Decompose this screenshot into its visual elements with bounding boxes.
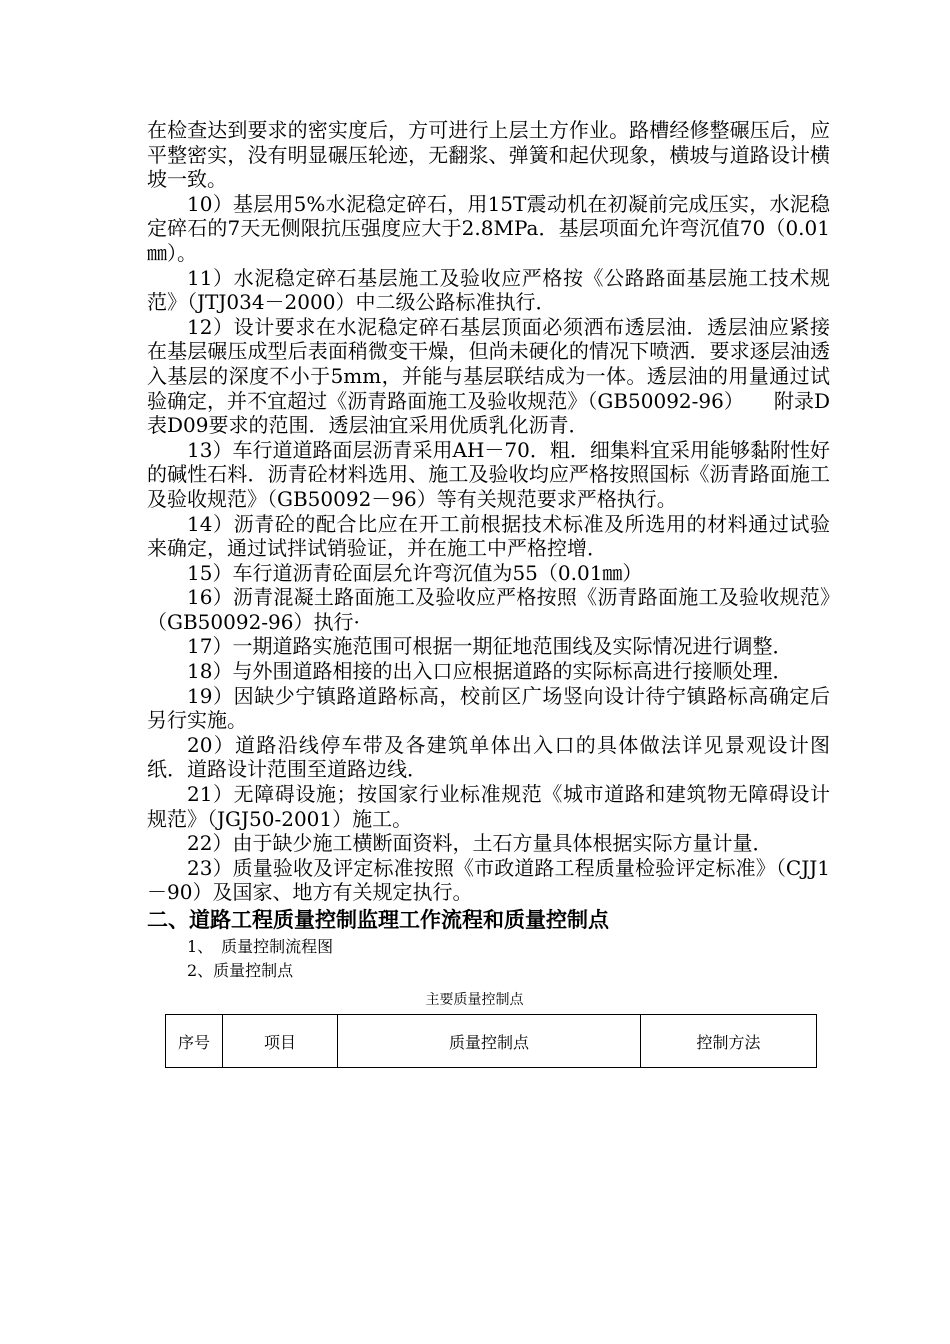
paragraph-item-23: 23）质量验收及评定标准按照《市政道路工程质量检验评定标准》（CJJ1－90）及国家、地方有关规定执行。 [147,855,830,905]
section-heading: 二、道路工程质量控制监理工作流程和质量控制点 [147,908,609,932]
paragraph-item-17: 17）一期道路实施范围可根据一期征地范围线及实际情况进行调整． [187,634,793,659]
header-cell-control-method: 控制方法 [641,1015,817,1068]
paragraph-item-21: 21）无障碍设施；按国家行业标准规范《城市道路和建筑物无障碍设计规范》（JGJ50-2001）施工。 [147,782,830,831]
quality-control-table [165,1014,817,1068]
header-cell-item: 项目 [223,1015,338,1068]
paragraph-item-14: 14）沥青砼的配合比应在开工前根据技术标准及所选用的材料通过试验来确定，通过试拌试销验证，并在施工中严格控增． [147,511,830,561]
paragraph-item-22: 22）由于缺少施工横断面资料，土石方量具体根据实际方量计量． [187,831,773,856]
sub-item-flowchart: 1、 质量控制流程图 [187,937,334,956]
paragraph-item-12: 12）设计要求在水泥稳定碎石基层顶面必须洒布透层油．透层油应紧接在基层碾压成型后表面稍微变干燥，但尚未硬化的情况下喷洒．要求逐层油透入基层的深度不小于5mm，并能与基层联结成为一体。透层油的用量通过试验确定，并不宜超过《沥青路面施工及验收规范》（GB50092-96） 附录D表D09要求的范围．透层油宜采用优质乳化沥青． [147,314,830,438]
paragraph-item-16: 16）沥青混凝土路面施工及验收应严格按照《沥青路面施工及验收规范》（GB50092-96）执行· [147,585,830,634]
paragraph-item-10: 10）基层用5%水泥稳定碎石，用15T震动机在初凝前完成压实，水泥稳定碎石的7天无侧限抗压强度应大于2.8MPa．基层项面允许弯沉值70（0.01㎜）。 [147,191,830,265]
paragraph-item-11: 11）水泥稳定碎石基层施工及验收应严格按《公路路面基层施工技术规范》（JTJ034－2000）中二级公路标准执行． [147,265,830,315]
table-caption: 主要质量控制点 [425,992,524,1008]
paragraph-item-18: 18）与外围道路相接的出入口应根据道路的实际标高进行接顺处理． [187,659,793,684]
header-cell-index: 序号 [166,1015,223,1068]
table-header-row [166,1015,817,1068]
paragraph-continued: 在检查达到要求的密实度后，方可进行上层土方作业。路槽经修整碾压后，应平整密实，没有明显碾压轮迹，无翻浆、弹簧和起伏现象，横坡与道路设计横坡一致。 [147,118,830,192]
document-page [147,118,830,1068]
paragraph-item-20: 20）道路沿线停车带及各建筑单体出入口的具体做法详见景观设计图纸．道路设计范围至道路边线． [147,732,830,782]
paragraph-item-19: 19）因缺少宁镇路道路标高，校前区广场竖向设计待宁镇路标高确定后另行实施。 [147,683,830,733]
header-cell-control-point: 质量控制点 [338,1015,641,1068]
paragraph-item-15: 15）车行道沥青砼面层允许弯沉值为55（0.01㎜） [187,560,643,585]
paragraph-item-13: 13）车行道道路面层沥青采用AH－70．粗．细集料宜采用能够黏附性好的碱性石料．沥青砼材料选用、施工及验收均应严格按照国标《沥青路面施工及验收规范》（GB50092－96）等有关规范要求严格执行。 [147,437,830,511]
sub-item-control-points: 2、质量控制点 [187,961,294,980]
